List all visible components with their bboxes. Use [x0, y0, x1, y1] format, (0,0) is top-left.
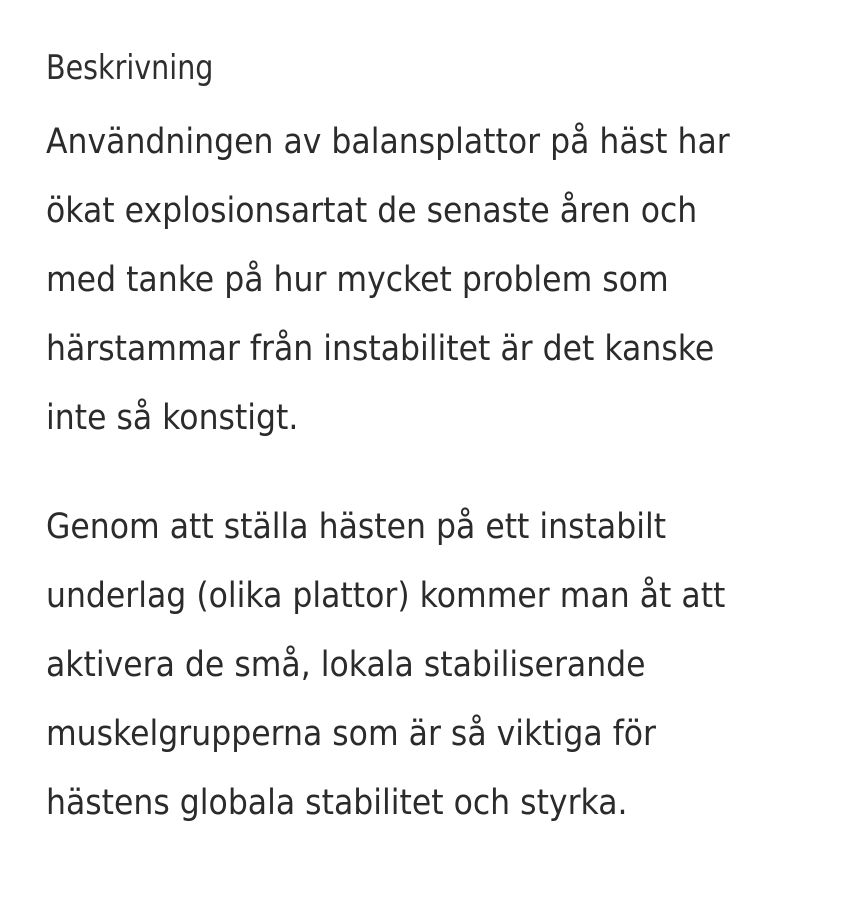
- paragraph-line: inte så konstigt.: [46, 398, 299, 438]
- paragraph-line: hästens globala stabilitet och styrka.: [46, 783, 628, 823]
- paragraph-line: härstammar från instabilitet är det kanske: [46, 329, 715, 369]
- description-paragraph-1: [46, 108, 846, 453]
- paragraph-line: aktivera de små, lokala stabiliserande: [46, 645, 646, 685]
- paragraph-line: med tanke på hur mycket problem som: [46, 260, 669, 300]
- paragraph-line: muskelgrupperna som är så viktiga för: [46, 714, 657, 754]
- paragraph-line: Användningen av balansplattor på häst har: [46, 122, 730, 162]
- description-section: [46, 36, 846, 838]
- paragraph-line: Genom att ställa hästen på ett instabilt: [46, 507, 667, 547]
- paragraph-line: ökat explosionsartat de senaste åren och: [46, 191, 698, 231]
- paragraph-line: underlag (olika plattor) kommer man åt att: [46, 576, 726, 616]
- description-heading: Beskrivning: [46, 48, 214, 88]
- description-paragraph-2: [46, 493, 846, 838]
